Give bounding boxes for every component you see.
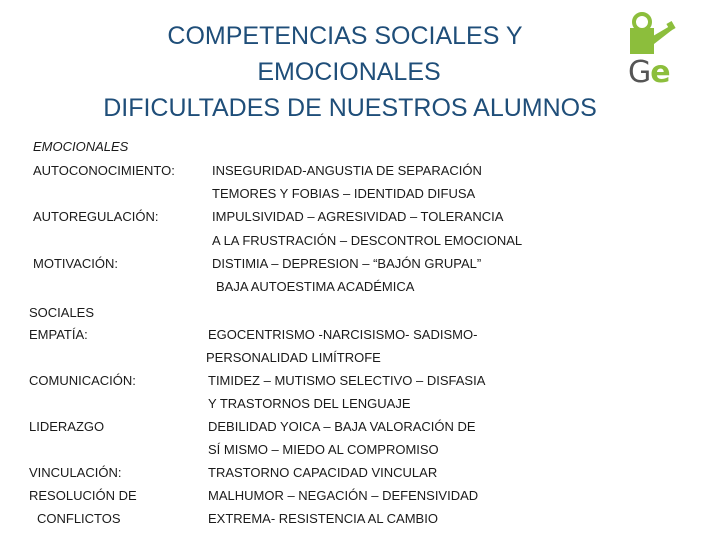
emocionales-line: A LA FRUSTRACIÓN – DESCONTROL EMOCIONAL	[212, 233, 523, 248]
emocionales-line: DISTIMIA – DEPRESION – “BAJÓN GRUPAL”	[212, 256, 482, 271]
logo-letter-g: G	[628, 55, 651, 90]
title-line-3: DIFICULTADES DE NUESTROS ALUMNOS	[103, 94, 597, 122]
emocionales-line: INSEGURIDAD-ANGUSTIA DE SEPARACIÓN	[212, 163, 482, 178]
sociales-line: PERSONALIDAD LIMÍTROFE	[206, 350, 381, 365]
sociales-heading: SOCIALES	[29, 305, 95, 320]
title-line-1: COMPETENCIAS SOCIALES Y	[167, 22, 523, 50]
title-line-2: EMOCIONALES	[257, 58, 441, 86]
sociales-line: EGOCENTRISMO -NARCISISMO- SADISMO-	[208, 327, 478, 342]
emocionales-line: IMPULSIVIDAD – AGRESIVIDAD – TOLERANCIA	[212, 209, 504, 224]
label-autoconocimiento: AUTOCONOCIMIENTO:	[33, 163, 175, 178]
sociales-line: TRASTORNO CAPACIDAD VINCULAR	[208, 465, 438, 480]
label-vinculacion: VINCULACIÓN:	[29, 465, 122, 480]
slide-title	[0, 18, 700, 126]
label-comunicacion: COMUNICACIÓN:	[29, 373, 136, 388]
label-resolucion-de: RESOLUCIÓN DE	[29, 488, 137, 503]
sociales-line: EXTREMA- RESISTENCIA AL CAMBIO	[208, 511, 438, 526]
label-empatia: EMPATÍA:	[29, 327, 88, 342]
sociales-line: TIMIDEZ – MUTISMO SELECTIVO – DISFASIA	[208, 373, 486, 388]
sociales-line: SÍ MISMO – MIEDO AL COMPROMISO	[208, 442, 439, 457]
label-conflictos: CONFLICTOS	[37, 511, 121, 526]
logo-wordmark	[628, 55, 670, 90]
label-motivacion: MOTIVACIÓN:	[33, 256, 118, 271]
emocionales-line: TEMORES Y FOBIAS – IDENTIDAD DIFUSA	[212, 186, 476, 201]
label-autoregulacion: AUTOREGULACIÓN:	[33, 209, 159, 224]
sociales-line: MALHUMOR – NEGACIÓN – DEFENSIVIDAD	[208, 488, 479, 503]
sociales-line: DEBILIDAD YOICA – BAJA VALORACIÓN DE	[208, 419, 476, 434]
emocionales-line: BAJA AUTOESTIMA ACADÉMICA	[216, 279, 415, 294]
emocionales-heading: EMOCIONALES	[33, 139, 129, 154]
sociales-line: Y TRASTORNOS DEL LENGUAJE	[208, 396, 411, 411]
label-liderazgo: LIDERAZGO	[29, 419, 105, 434]
logo-letter-e: e	[650, 55, 670, 90]
